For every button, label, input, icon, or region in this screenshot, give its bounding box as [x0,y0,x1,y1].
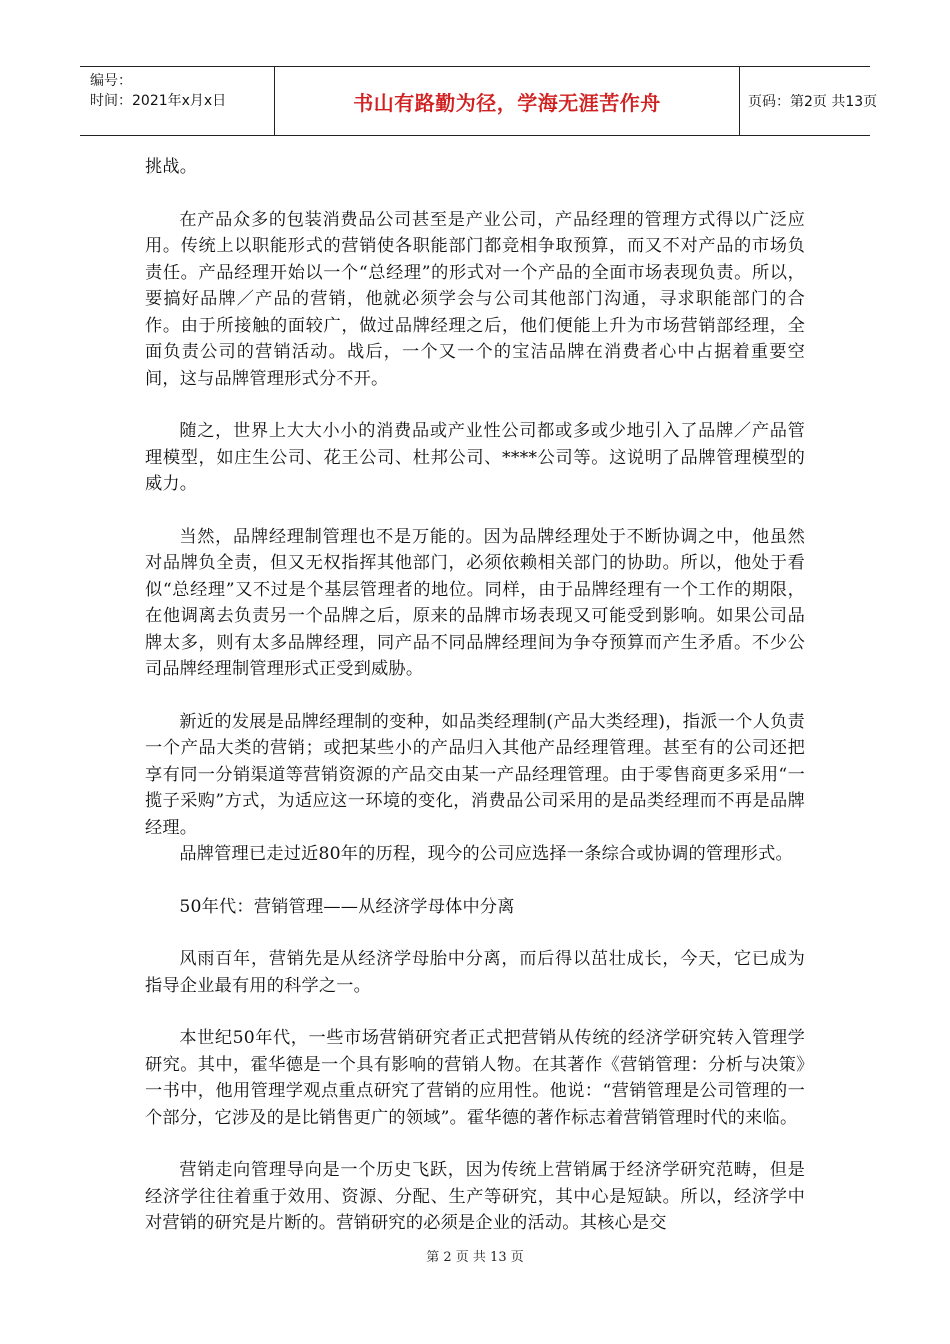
paragraph: 在产品众多的包装消费品公司甚至是产业公司，产品经理的管理方式得以广泛应用。传统上以职能形式的营销使各职能部门都竞相争取预算，而又不对产品的市场负责任。产品经理开始以一个“总经理”的形式对一个产品的全面市场表现负责。所以，要搞好品牌／产品的营销，他就必须学会与公司其他部门沟通，寻求职能部门的合作。由于所接触的面较广，做过品牌经理之后，他们便能上升为市场营销部经理，全面负责公司的营销活动。战后，一个又一个的宝洁品牌在消费者心中占据着重要空间，这与品牌管理形式分不开。 [145,209,805,389]
header-page-code: 页码：第2页 共13页 [748,94,878,110]
document-number-label: 编号： [90,73,132,89]
header-meta [80,67,275,135]
paragraph: 品牌管理已走过近80年的历程，现今的公司应选择一条综合或协调的管理形式。 [179,844,793,864]
paragraph: 营销走向管理导向是一个历史飞跃，因为传统上营销属于经济学研究范畴，但是经济学往往着重于效用、资源、分配、生产等研究，其中心是短缺。所以，经济学中对营销的研究是片断的。营销研究的必须是企业的活动。其核心是交 [145,1160,805,1233]
page-footer: 第 2 页 共 13 页 [426,1250,524,1265]
header-motto: 书山有路勤为径，学海无涯苦作舟 [275,67,740,135]
document-body [145,154,805,1237]
document-time-label: 时间：2021年x月x日 [90,93,227,109]
section-heading: 50年代：营销管理——从经济学母体中分离 [179,896,515,917]
paragraph: 当然，品牌经理制管理也不是万能的。因为品牌经理处于不断协调之中，他虽然对品牌负全责，但又无权指挥其他部门，必须依赖相关部门的协助。所以，他处于看似“总经理”又不过是个基层管理者的地位。同样，由于品牌经理有一个工作的期限，在他调离去负责另一个品牌之后，原来的品牌市场表现又可能受到影响。如果公司品牌太多，则有太多品牌经理，同产品不同品牌经理间为争夺预算而产生矛盾。不少公司品牌经理制管理形式正受到威胁。 [145,526,805,679]
paragraph: 本世纪50年代，一些市场营销研究者正式把营销从传统的经济学研究转入管理学研究。其中，霍华德是一个具有影响的营销人物。在其著作《营销管理：分析与决策》一书中，他用管理学观点重点研究了营销的应用性。他说：“营销管理是公司管理的一个部分，它涉及的是比销售更广的领域”。霍华德的著作标志着营销管理时代的来临。 [145,1028,805,1128]
paragraph: 随之，世界上大大小小的消费品或产业性公司都或多或少地引入了品牌／产品管理模型，如庄生公司、花王公司、杜邦公司、****公司等。这说明了品牌管理模型的威力。 [145,421,805,494]
paragraph-continuation: 挑战。 [145,157,198,177]
paragraph: 新近的发展是品牌经理制的变种，如品类经理制(产品大类经理)，指派一个人负责一个产品大类的营销；或把某些小的产品归入其他产品经理管理。甚至有的公司还把享有同一分销渠道等营销资源的产品交由某一产品经理管理。由于零售商更多采用“一揽子采购”方式，为适应这一环境的变化，消费品公司采用的是品类经理而不再是品牌经理。 [145,711,805,838]
page-header [80,66,878,136]
paragraph: 风雨百年，营销先是从经济学母胎中分离，而后得以茁壮成长，今天，它已成为指导企业最有用的科学之一。 [145,949,805,996]
